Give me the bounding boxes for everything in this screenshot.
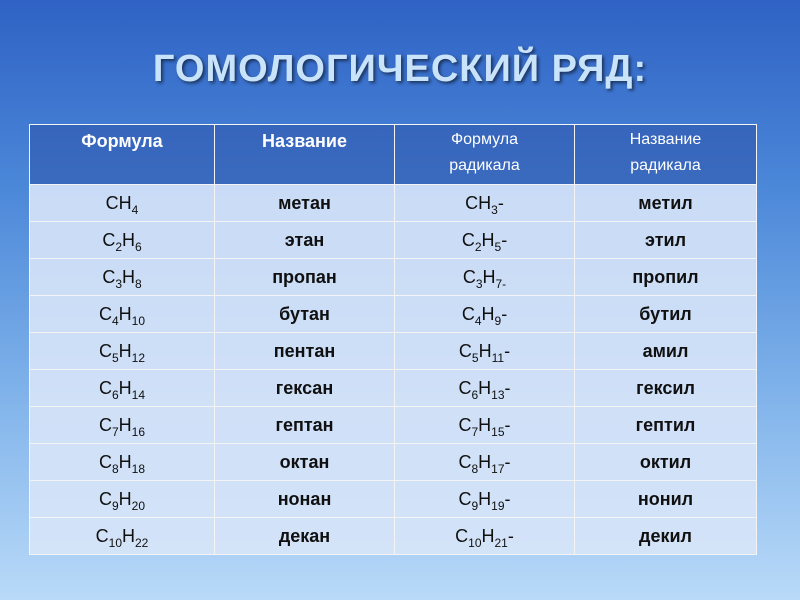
alkane-name: нонан xyxy=(215,481,395,518)
radical-bond-dash: - xyxy=(501,303,508,324)
formula-symbol: C xyxy=(461,303,475,324)
radical-name: бутил xyxy=(575,296,757,333)
table-row xyxy=(30,333,757,370)
formula-subscript: 4 xyxy=(111,313,119,328)
formula-symbol: H xyxy=(118,303,132,324)
formula-symbol: H xyxy=(122,525,135,546)
alkane-name: бутан xyxy=(215,296,395,333)
formula-symbol: H xyxy=(118,192,132,213)
alkane-formula xyxy=(30,296,215,333)
alkane-formula xyxy=(30,444,215,481)
alkane-name: пентан xyxy=(215,333,395,370)
formula-subscript: 20 xyxy=(131,498,146,513)
header-radical-name-line1: Название xyxy=(629,131,702,148)
header-radical-name xyxy=(575,125,757,185)
radical-bond-dash: - xyxy=(501,229,508,250)
alkane-formula xyxy=(30,333,215,370)
radical-name: этил xyxy=(575,222,757,259)
header-radical-formula-line1: Формула xyxy=(450,131,519,148)
formula-subscript: 3 xyxy=(115,276,122,291)
alkane-formula xyxy=(30,222,215,259)
formula-symbol: C xyxy=(98,488,112,509)
formula-subscript: 4 xyxy=(131,202,139,217)
alkane-formula xyxy=(30,259,215,296)
table-row xyxy=(30,185,757,222)
alkane-formula xyxy=(30,407,215,444)
header-radical-formula xyxy=(395,125,575,185)
formula-symbol: C xyxy=(95,525,109,546)
formula-subscript: 18 xyxy=(131,461,146,476)
formula-symbol: H xyxy=(118,414,132,435)
table-row xyxy=(30,222,757,259)
formula-subscript: 5 xyxy=(494,239,502,254)
radical-name: гептил xyxy=(575,407,757,444)
formula-symbol: C xyxy=(98,340,112,361)
table-row xyxy=(30,407,757,444)
formula-symbol: C xyxy=(98,414,112,435)
radical-bond-dash: - xyxy=(504,488,511,509)
formula-symbol: CH xyxy=(465,192,492,213)
formula-subscript: 5 xyxy=(111,350,119,365)
alkane-formula xyxy=(30,370,215,407)
formula-symbol: H xyxy=(478,488,492,509)
formula-symbol: C xyxy=(461,229,475,250)
formula-symbol: C xyxy=(458,414,472,435)
formula-subscript: 8 xyxy=(471,461,479,476)
table-row xyxy=(30,481,757,518)
formula-symbol: C xyxy=(462,266,476,287)
table-row xyxy=(30,518,757,555)
table-row xyxy=(30,296,757,333)
formula-subscript: 12 xyxy=(131,350,146,365)
header-formula: Формула xyxy=(30,125,215,185)
formula-subscript: 8 xyxy=(111,461,119,476)
formula-subscript: 7 xyxy=(111,424,119,439)
formula-symbol: H xyxy=(481,303,495,324)
radical-name: амил xyxy=(575,333,757,370)
radical-name: нонил xyxy=(575,481,757,518)
formula-subscript: 10 xyxy=(108,535,122,550)
formula-symbol: C xyxy=(102,229,116,250)
formula-symbol: H xyxy=(481,525,495,546)
radical-bond-dash: - xyxy=(497,192,504,213)
radical-bond-dash: - xyxy=(504,414,511,435)
formula-subscript: 19 xyxy=(491,498,505,513)
radical-formula xyxy=(395,222,575,259)
formula-subscript: 9 xyxy=(471,498,479,513)
table-header-row xyxy=(30,125,757,185)
formula-symbol: C xyxy=(458,377,472,398)
table-body xyxy=(30,185,757,555)
radical-formula xyxy=(395,185,575,222)
formula-symbol: H xyxy=(118,488,132,509)
formula-subscript: 2 xyxy=(474,239,482,254)
formula-symbol: H xyxy=(118,377,132,398)
formula-subscript: 3 xyxy=(475,276,483,291)
radical-name: гексил xyxy=(575,370,757,407)
radical-name: пропил xyxy=(575,259,757,296)
formula-symbol: C xyxy=(102,266,116,287)
formula-symbol: H xyxy=(118,451,132,472)
formula-subscript: 6 xyxy=(135,239,142,254)
formula-subscript: 11 xyxy=(491,350,505,365)
radical-bond-dash: - xyxy=(504,377,511,398)
radical-formula xyxy=(395,259,575,296)
formula-symbol: C xyxy=(458,451,472,472)
formula-symbol: C xyxy=(98,303,112,324)
formula-subscript: 3 xyxy=(491,202,498,217)
header-radical-name-line2: радикала xyxy=(630,157,701,174)
radical-formula xyxy=(395,333,575,370)
formula-subscript: 4 xyxy=(474,313,482,328)
formula-subscript: 6 xyxy=(471,387,479,402)
formula-symbol: H xyxy=(478,377,492,398)
alkane-formula xyxy=(30,185,215,222)
table-row xyxy=(30,259,757,296)
page-title: ГОМОЛОГИЧЕСКИЙ РЯД: xyxy=(152,48,648,90)
formula-subscript: 10 xyxy=(131,313,146,328)
radical-formula xyxy=(395,296,575,333)
formula-subscript: 7- xyxy=(495,276,507,291)
formula-symbol: C xyxy=(455,525,469,546)
table-row xyxy=(30,444,757,481)
formula-subscript: 17 xyxy=(491,461,505,476)
radical-name: октил xyxy=(575,444,757,481)
formula-symbol: H xyxy=(482,266,496,287)
formula-symbol: H xyxy=(478,340,492,361)
formula-symbol: C xyxy=(458,488,472,509)
homologous-series-table xyxy=(29,124,757,555)
formula-symbol: C xyxy=(105,192,119,213)
formula-subscript: 16 xyxy=(131,424,146,439)
formula-symbol: H xyxy=(481,229,495,250)
formula-subscript: 8 xyxy=(135,276,142,291)
alkane-name: метан xyxy=(215,185,395,222)
formula-symbol: H xyxy=(122,266,135,287)
formula-subscript: 7 xyxy=(471,424,479,439)
header-radical-formula-line2: радикала xyxy=(449,157,520,174)
formula-subscript: 22 xyxy=(135,535,149,550)
formula-symbol: H xyxy=(122,229,135,250)
radical-bond-dash: - xyxy=(504,451,511,472)
formula-subscript: 5 xyxy=(471,350,479,365)
formula-symbol: C xyxy=(458,340,472,361)
formula-subscript: 21 xyxy=(494,535,508,550)
formula-symbol: C xyxy=(98,377,112,398)
formula-subscript: 10 xyxy=(468,535,482,550)
formula-subscript: 9 xyxy=(494,313,502,328)
radical-formula xyxy=(395,518,575,555)
formula-subscript: 13 xyxy=(491,387,505,402)
radical-name: декил xyxy=(575,518,757,555)
alkane-name: декан xyxy=(215,518,395,555)
header-name: Название xyxy=(215,125,395,185)
radical-formula xyxy=(395,481,575,518)
formula-symbol: H xyxy=(478,451,492,472)
formula-subscript: 6 xyxy=(111,387,119,402)
radical-bond-dash: - xyxy=(507,525,514,546)
alkane-name: октан xyxy=(215,444,395,481)
alkane-name: гексан xyxy=(215,370,395,407)
formula-subscript: 15 xyxy=(491,424,505,439)
formula-symbol: H xyxy=(118,340,132,361)
radical-formula xyxy=(395,370,575,407)
radical-name: метил xyxy=(575,185,757,222)
formula-subscript: 9 xyxy=(111,498,119,513)
alkane-name: этан xyxy=(215,222,395,259)
formula-symbol: C xyxy=(98,451,112,472)
formula-symbol: H xyxy=(478,414,492,435)
alkane-name: гептан xyxy=(215,407,395,444)
radical-bond-dash: - xyxy=(504,340,511,361)
formula-subscript: 14 xyxy=(131,387,146,402)
alkane-formula xyxy=(30,481,215,518)
table-row xyxy=(30,370,757,407)
formula-subscript: 2 xyxy=(115,239,122,254)
alkane-name: пропан xyxy=(215,259,395,296)
radical-formula xyxy=(395,407,575,444)
radical-formula xyxy=(395,444,575,481)
alkane-formula xyxy=(30,518,215,555)
